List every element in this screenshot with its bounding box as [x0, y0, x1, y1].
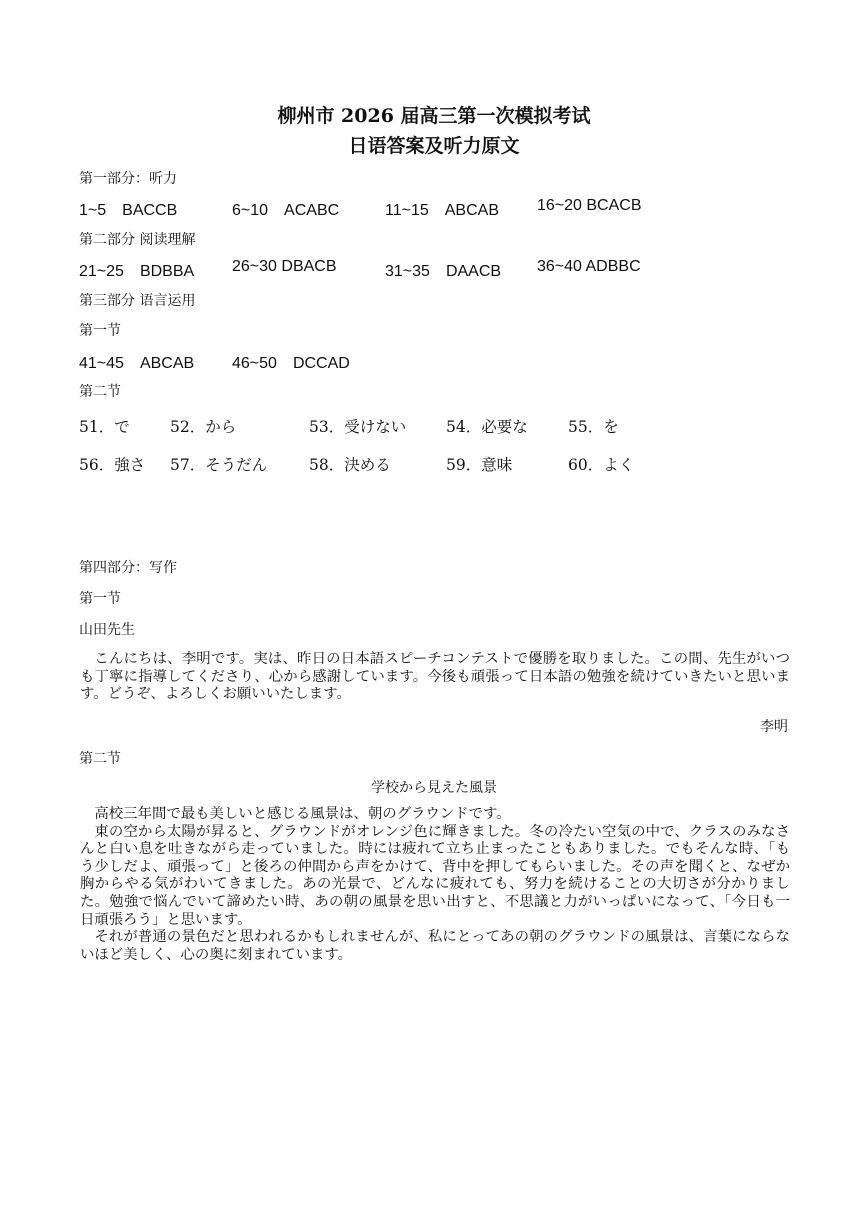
letter-paragraph: こんにちは、李明です。実は、昨日の日本語スピーチコンテストで優勝を取りました。この間、先生がいつも丁寧に指導してくださり、心から感謝しています。今後も頑張って日本語の勉強を続けていきたいと思います。どうぞ、よろしくお願いいたします。 — [80, 651, 790, 703]
part1-label: 第一部分：听力 — [79, 171, 177, 187]
fill-answer: 52．から — [170, 418, 237, 436]
fill-answer: 54．必要な — [446, 418, 528, 436]
answer-group: 21~25 BDBBA — [79, 263, 195, 280]
answer-group: 31~35 DAACB — [385, 263, 502, 280]
answer-group: 6~10 ACABC — [232, 202, 340, 219]
essay-paragraph: 東の空から太陽が昇ると、グラウンドがオレンジ色に輝きました。冬の冷たい空気の中で、クラスのみなさんと白い息を吐きながら走っていました。時には疲れて立ち止まったこともありました。でもそんな時、「もう少しだよ、頑張って」と後ろの仲間から声をかけて、背中を押してもらいました。その声を聞くと、なぜか胸からやる気がわいてきました。あの光景で、どんなに疲れても、努力を続けることの大切さが分かりました。勉強で悩んでいて諦めたい時、あの朝の風景を思い出すと、不思議と力がいっぱいになって、「今日も一日頑張ろう」と思います。 — [80, 823, 791, 928]
part4-section2-label: 第二节 — [79, 751, 121, 767]
fill-answer: 51．で — [79, 418, 130, 436]
fill-answer: 55．を — [568, 418, 619, 436]
fill-answer: 58．決める — [309, 456, 391, 474]
part3-label: 第三部分 语言运用 — [79, 293, 196, 309]
answer-group: 11~15 ABCAB — [385, 202, 499, 219]
page-subtitle: 日语答案及听力原文 — [348, 135, 520, 157]
fill-answer: 53．受けない — [309, 418, 407, 436]
fill-answer: 56．強さ — [79, 456, 146, 474]
page-title: 柳州市 2026 届高三第一次模拟考试 — [277, 105, 591, 127]
fill-answer: 60．よく — [568, 456, 635, 474]
letter-body — [80, 651, 790, 704]
answer-group: 36~40 ADBBC — [537, 258, 641, 275]
essay-paragraph: それが普通の景色だと思われるかもしれませんが、私にとってあの朝のグラウンドの風景は、言葉にならないほど美しく、心の奥に刻まれています。 — [80, 929, 790, 963]
letter-signature: 李明 — [760, 719, 788, 735]
part3-section1-label: 第一节 — [79, 323, 121, 339]
answer-group: 16~20 BCACB — [537, 197, 642, 214]
part2-label: 第二部分 阅读理解 — [79, 232, 196, 248]
answer-group: 1~5 BACCB — [79, 202, 178, 219]
part4-label: 第四部分：写作 — [79, 560, 177, 576]
fill-answer: 59．意味 — [446, 456, 513, 474]
answer-group: 41~45 ABCAB — [79, 355, 195, 372]
answer-group: 46~50 DCCAD — [232, 355, 350, 372]
answer-group: 26~30 DBACB — [232, 258, 337, 275]
part3-section2-label: 第二节 — [79, 384, 121, 400]
part4-section1-label: 第一节 — [79, 591, 121, 607]
fill-answer: 57．そうだん — [170, 456, 268, 474]
essay-paragraph: 高校三年間で最も美しいと感じる風景は、朝のグラウンドです。 — [94, 806, 511, 822]
letter-salutation: 山田先生 — [79, 622, 135, 638]
essay-body — [80, 806, 790, 964]
essay-title: 学校から見えた風景 — [371, 780, 497, 796]
